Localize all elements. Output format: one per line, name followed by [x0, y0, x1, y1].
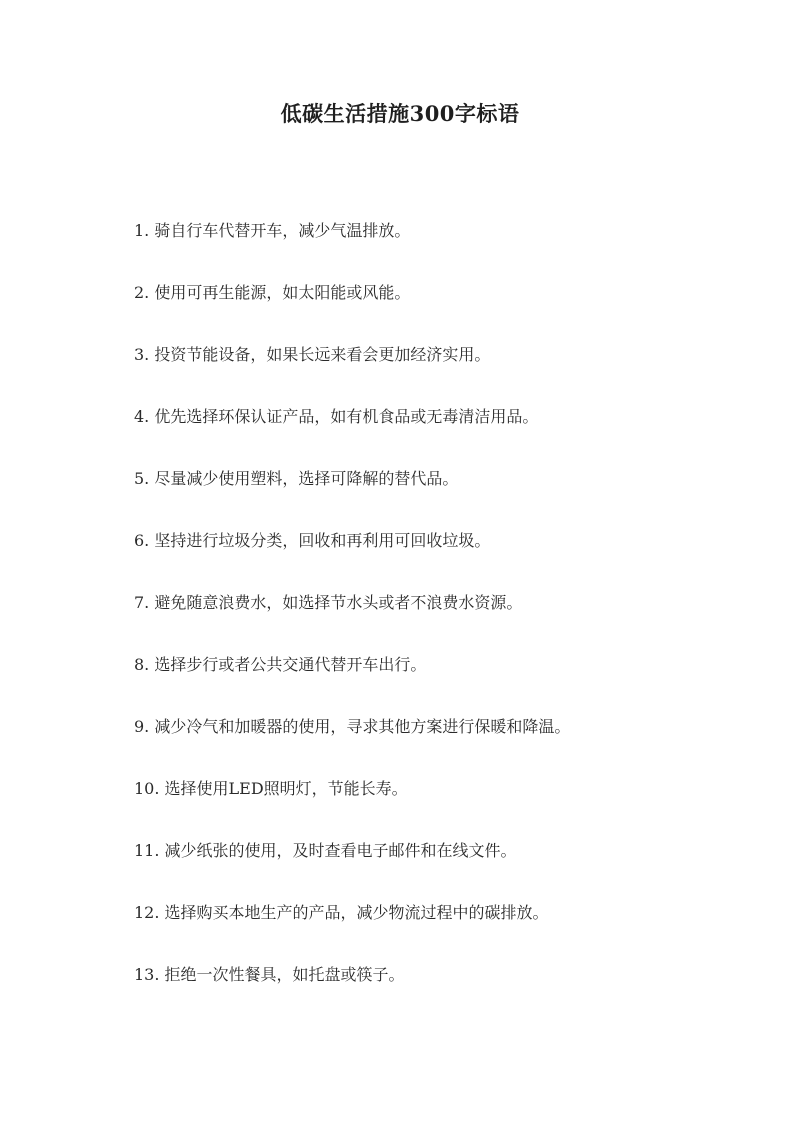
list-item: 1. 骑自行车代替开车，减少气温排放。: [134, 221, 411, 240]
list-item: 8. 选择步行或者公共交通代替开车出行。: [134, 655, 427, 674]
list-item: 10. 选择使用LED照明灯，节能长寿。: [134, 779, 408, 798]
list-item: 13. 拒绝一次性餐具，如托盘或筷子。: [134, 965, 405, 984]
list-item: 12. 选择购买本地生产的产品，减少物流过程中的碳排放。: [134, 903, 549, 922]
document-title: 低碳生活措施300字标语: [280, 101, 520, 126]
list-item: 4. 优先选择环保认证产品，如有机食品或无毒清洁用品。: [134, 407, 539, 426]
list-item: 2. 使用可再生能源，如太阳能或风能。: [134, 283, 411, 302]
list-item: 9. 减少冷气和加暖器的使用，寻求其他方案进行保暖和降温。: [134, 717, 571, 736]
list-item: 11. 减少纸张的使用，及时查看电子邮件和在线文件。: [134, 841, 517, 860]
list-item: 5. 尽量减少使用塑料，选择可降解的替代品。: [134, 469, 459, 488]
list-item: 7. 避免随意浪费水，如选择节水头或者不浪费水资源。: [134, 593, 523, 612]
list-item: 6. 坚持进行垃圾分类，回收和再利用可回收垃圾。: [134, 531, 491, 550]
list-item: 3. 投资节能设备，如果长远来看会更加经济实用。: [134, 345, 491, 364]
